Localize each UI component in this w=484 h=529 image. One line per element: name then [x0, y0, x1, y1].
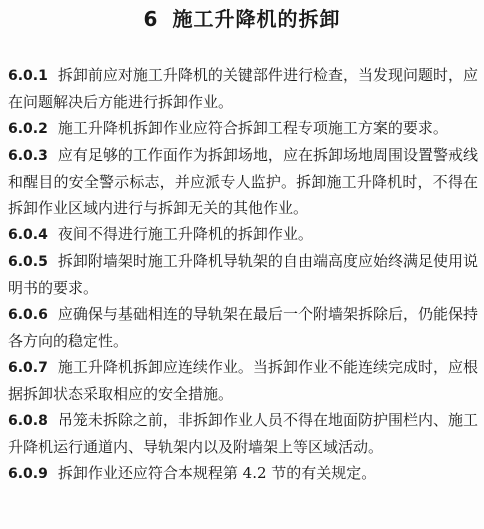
clause-6-0-8: [8, 407, 478, 460]
clause-text: 拆卸前应对施工升降机的关键部件进行检查，当发现问题时，应在问题解决后方能进行拆卸作业。: [8, 66, 478, 111]
clause-number: 6.0.9: [8, 466, 48, 482]
chapter-number: 6: [143, 7, 159, 31]
clause-text: 应确保与基础相连的导轨架在最后一个附墙架拆除后，仍能保持各方向的稳定性。: [8, 305, 478, 350]
clause-6-0-7: [8, 354, 478, 407]
clause-text: 拆卸作业还应符合本规程第 4.2 节的有关规定。: [57, 464, 377, 482]
clause-number: 6.0.3: [8, 148, 48, 164]
chapter-title: [0, 6, 484, 32]
clause-6-0-5: [8, 248, 478, 301]
clause-text: 夜间不得进行施工升降机的拆卸作业。: [57, 225, 313, 243]
clause-text: 吊笼未拆除之前，非拆卸作业人员不得在地面防护围栏内、施工升降机运行通道内、导轨架内以及附墙架上等区域活动。: [8, 411, 478, 456]
clause-number: 6.0.8: [8, 413, 48, 429]
clause-number: 6.0.6: [8, 307, 48, 323]
clause-6-0-6: [8, 301, 478, 354]
clause-6-0-4: [8, 221, 478, 248]
clause-text: 应有足够的工作面作为拆卸场地，应在拆卸场地周围设置警戒线和醒目的安全警示标志，并应派专人监护。拆卸施工升降机时，不得在拆卸作业区域内进行与拆卸无关的其他作业。: [8, 146, 478, 217]
clause-text: 施工升降机拆卸应连续作业。当拆卸作业不能连续完成时，应根据拆卸状态采取相应的安全措施。: [8, 358, 478, 403]
clause-6-0-2: [8, 115, 478, 142]
clause-number: 6.0.2: [8, 121, 48, 137]
clause-text: 拆卸附墙架时施工升降机导轨架的自由端高度应始终满足使用说明书的要求。: [8, 252, 478, 297]
clause-number: 6.0.7: [8, 360, 48, 376]
clause-number: 6.0.1: [8, 68, 48, 84]
clause-number: 6.0.4: [8, 227, 48, 243]
clause-list: [8, 62, 478, 487]
clause-6-0-1: [8, 62, 478, 115]
clause-6-0-3: [8, 142, 478, 221]
clause-6-0-9: [8, 460, 478, 487]
chapter-title-text: 施工升降机的拆卸: [172, 7, 341, 31]
clause-text: 施工升降机拆卸作业应符合拆卸工程专项施工方案的要求。: [57, 119, 448, 137]
clause-number: 6.0.5: [8, 254, 48, 270]
